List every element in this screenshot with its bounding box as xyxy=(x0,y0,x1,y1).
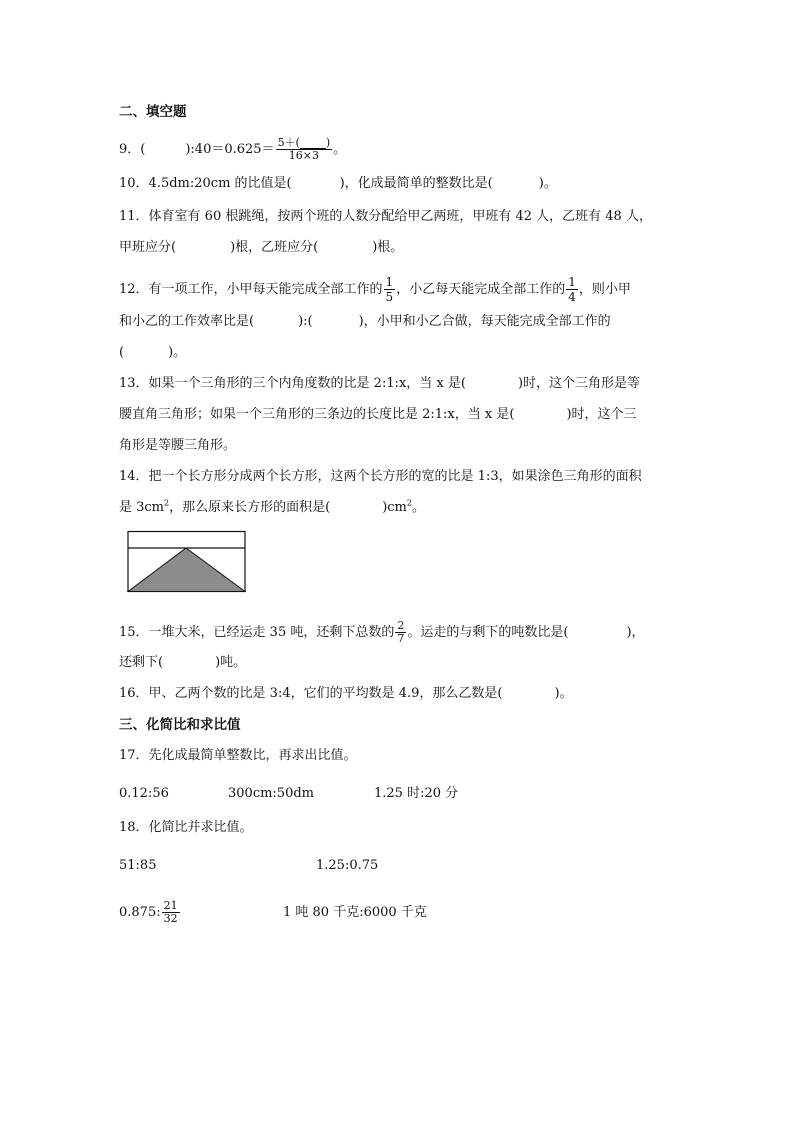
question-17: 17．先化成最简单整数比，再求出比值。 xyxy=(119,748,357,763)
question-10: 10．4.5dm:20cm 的比值是( )，化成最简单的整数比是( )。 xyxy=(119,176,557,191)
question-9: 9．( ):40＝0.625＝ $\frac{5+( )}{16\times 3}$ 。 xyxy=(119,136,347,162)
question-13-line-3: 角形是等腰三角形。 xyxy=(119,438,237,453)
question-17-items: 0.12:56 300cm:50dm 1.25 时:20 分 xyxy=(119,786,459,801)
question-12-line-1: 12．有一项工作，小甲每天能完成全部工作的 $\frac{1}{5}$ ，小乙每天能完成全部工作的 $\frac{1}{4}$ ，则小甲 xyxy=(119,275,631,304)
question-15-line-1: 15．一堆大米，已经运走 35 吨，还剩下总数的 $\frac{2}{7}$ 。运走的与剩下的吨数比是( )， xyxy=(119,619,645,645)
question-18-items-row-1: 51:85 1.25:0.75 xyxy=(119,858,379,873)
question-13-line-1: 13．如果一个三角形的三个内角度数的比是 2:1:x，当 x 是( )时，这个三角形是等 xyxy=(119,376,641,391)
question-11-line-2: 甲班应分( )根，乙班应分( )根。 xyxy=(119,240,404,255)
fraction-q9: $\frac{5+( )}{16\times 3}$ xyxy=(277,136,331,162)
question-11-line-1: 11．体育室有 60 根跳绳，按两个班的人数分配给甲乙两班，甲班有 42 人，乙班有 48 人， xyxy=(119,209,652,224)
question-12-line-3: ( )。 xyxy=(119,345,187,360)
question-15-line-2: 还剩下( )吨。 xyxy=(119,655,247,670)
fraction-one-quarter: $\frac{1}{4}$ xyxy=(568,275,576,304)
fraction-21-32: $\frac{21}{32}$ xyxy=(163,899,178,925)
question-14-line-2: 是 $3cm^2$，那么原来长方形的面积是( )$cm^2$。 xyxy=(119,498,425,515)
fraction-one-fifth: $\frac{1}{5}$ xyxy=(385,275,394,304)
question-12-line-2: 和小乙的工作效率比是( ):( )，小甲和小乙合做，每天能完成全部工作的 xyxy=(119,314,611,329)
question-14-line-1: 14．把一个长方形分成两个长方形，这两个长方形的宽的比是 1:3，如果涂色三角形的面积 xyxy=(119,469,642,484)
question-18: 18．化简比并求比值。 xyxy=(119,820,253,835)
fraction-two-sevenths: $\frac{2}{7}$ xyxy=(397,619,405,645)
question-13-line-2: 腰直角三角形；如果一个三角形的三条边的长度比是 2:1:x，当 x 是( )时，这个三 xyxy=(119,407,637,422)
section-heading-fill-in: 二、填空题 xyxy=(119,104,187,120)
section-heading-simplify: 三、化简比和求比值 xyxy=(119,717,241,733)
question-18-items-row-2: 0.875: $\frac{21}{32}$ 1 吨 80 千克:6000 千克 xyxy=(119,899,427,925)
answer-blank[interactable] xyxy=(300,137,326,149)
question-16: 16．甲、乙两个数的比是 3:4，它们的平均数是 4.9，那么乙数是( )。 xyxy=(119,686,573,701)
rectangle-triangle-figure xyxy=(126,530,248,594)
